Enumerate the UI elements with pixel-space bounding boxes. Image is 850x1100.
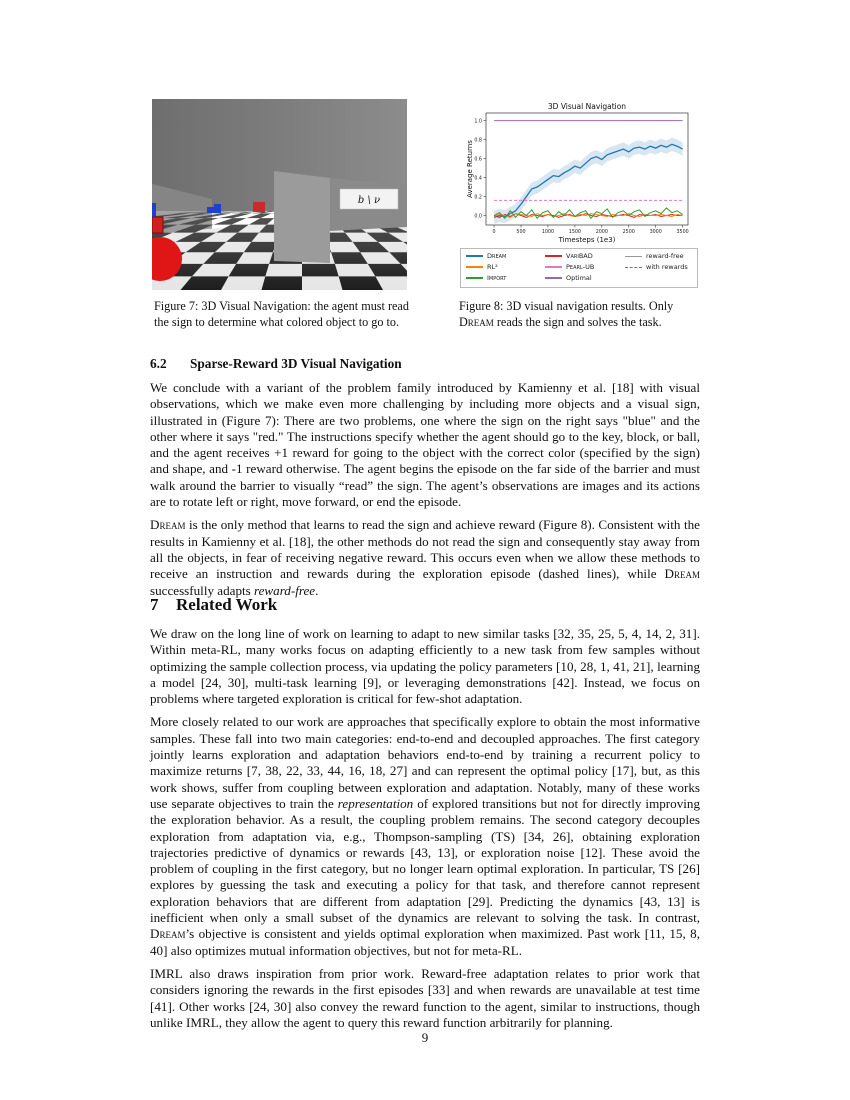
legend-item-reward-free: reward-free bbox=[625, 252, 684, 260]
section-6-2-body bbox=[150, 380, 700, 599]
y-tick-label: 1.0 bbox=[474, 119, 482, 125]
page-number: 9 bbox=[421, 1030, 429, 1045]
legend-swatch-with-rewards bbox=[625, 267, 642, 268]
series-line-import bbox=[494, 208, 683, 218]
x-tick-label: 1000 bbox=[541, 230, 555, 235]
section-6-2-heading: 6.2 Sparse-Reward 3D Visual Navigation bbox=[150, 356, 402, 371]
chart-legend bbox=[460, 248, 698, 288]
legend-item-varibad: VariBAD bbox=[545, 252, 593, 260]
section-7-paragraph-2: More closely related to our work are approaches that specifically explore to obtain the most informative samples. These fall into two main categories: end-to-end and decoupled approaches. The first category jointly learns exploration and adaptation behaviors end-to-end by training a recurrent policy to maximize returns [7, 38, 22, 33, 44, 16, 18, 27] and can represent the optimal policy [17], but, as this work shows, suffer from coupling between exploration and adaptation. Notably, many of these works use separate objectives to train the representation of explored transitions but not for directly improving the exploration behavior. As a result, the coupling problem remains. The second category decouples exploration from adaptation via, e.g., Thompson-sampling (TS) [34, 26], obtaining exploration trajectories predictive of dynamics or rewards [43, 13], or exploration noise [12]. These avoid the problem of coupling in the first category, but no longer learn optimal exploration. In particular, TS [26] explores by guessing the task and executing a policy for that task, and therefore cannot represent exploration behaviors that are different from adaptation [29]. Predicting the dynamics [43, 13] is inefficient when only a small subset of the dynamics are relevant to solving the task. In contrast, Dream’s objective is consistent and yields optimal exploration when maximized. Past work [11, 15, 8, 40] also optimizes mutual information objectives, but not for meta-RL. bbox=[150, 714, 700, 958]
red-key bbox=[152, 217, 163, 233]
section-7-body bbox=[150, 626, 700, 1031]
legend-swatch-reward-free bbox=[625, 256, 642, 257]
y-axis-ticks bbox=[474, 118, 486, 219]
x-tick-label: 500 bbox=[516, 230, 526, 235]
y-tick-label: 0.2 bbox=[474, 195, 482, 201]
y-tick-label: 0.4 bbox=[474, 176, 482, 182]
y-tick-label: 0.0 bbox=[474, 214, 482, 220]
chart-title: 3D Visual Navigation bbox=[547, 102, 627, 111]
figure-8-caption: Figure 8: 3D visual navigation results. Only Dream reads the sign and solves the task. bbox=[459, 299, 674, 329]
legend-item-dream: Dream bbox=[466, 252, 506, 260]
y-axis-label: Average Returns bbox=[466, 140, 474, 198]
barrier-front bbox=[274, 171, 330, 263]
legend-item-with-rewards: with rewards bbox=[625, 263, 688, 271]
section-6-2-paragraph-1: We conclude with a variant of the problem family introduced by Kamienny et al. [18] with visual observations, which we make even more challenging by including more objects and a visual sign, illustrated in (Figure 7): There are two problems, one where the sign on the right says "blue" and the other where it says "red." The instructions specify whether the agent should go to the key, block, or ball, and the agent receives +1 reward for going to the object with the correct color (specified by the sign) and shape, and -1 reward otherwise. The agent begins the episode on the far side of the barrier and must walk around the barrier to visually “read” the sign. The agent’s observations are images and its actions are to rotate left or right, move forward, or end the episode. bbox=[150, 380, 700, 510]
red-block bbox=[253, 202, 265, 212]
y-tick-label: 0.8 bbox=[474, 138, 482, 144]
legend-item-rl2: RL² bbox=[466, 263, 498, 271]
section-7-paragraph-1: We draw on the long line of work on learning to adapt to new similar tasks [32, 35, 25, 5, 4, 14, 2, 31]. Within meta-RL, many works focus on adapting efficiently to a new task from few samples without optimizing the sample collection process, via updating the policy parameters [10, 28, 1, 41, 21], learning a model [24, 30], multi-task learning [9], or leveraging demonstrations [42]. Instead, we focus on problems where targeted exploration is critical for few-shot adaptation. bbox=[150, 626, 700, 707]
legend-swatch-import bbox=[466, 277, 483, 279]
legend-item-pearl: Pearl-UB bbox=[545, 263, 594, 271]
legend-swatch-dream bbox=[466, 255, 483, 257]
legend-swatch-rl2 bbox=[466, 266, 483, 268]
legend-swatch-pearl bbox=[545, 266, 562, 268]
x-tick-label: 3000 bbox=[649, 230, 662, 235]
section-7-paragraph-3: IMRL also draws inspiration from prior work. Reward-free adaptation relates to prior work that considers ignoring the rewards in the first episodes [33] and when rewards are unavailable at test time [41]. Other works [24, 30] also convey the reward function to the agent, similar to instructions, though unlike IMRL, they allow the agent to query this reward function arbitrarily for planning. bbox=[150, 965, 700, 1030]
section-7-heading: 7 Related Work bbox=[150, 595, 278, 614]
x-axis-ticks bbox=[493, 225, 689, 235]
x-tick-label: 1500 bbox=[568, 230, 581, 235]
figure-7-caption: Figure 7: 3D Visual Navigation: the agent must read the sign to determine what colored object to go to. bbox=[154, 299, 409, 329]
x-tick-label: 3500 bbox=[676, 230, 689, 235]
x-tick-label: 2500 bbox=[622, 230, 635, 235]
section-6-2-paragraph-2: Dream is the only method that learns to read the sign and achieve reward (Figure 8). Consistent with the results in Kamienny et al. [18], the other methods do not read the sign and consequently stay away from all the objects, in fear of receiving negative reward. This occurs even when we allow these methods to receive an instruction and rewards during the exploration episode (dashed lines), while Dream successfully adapts reward-free. bbox=[150, 517, 700, 598]
sign-text: b \ ν bbox=[357, 195, 381, 206]
x-axis-label: Timesteps (1e3) bbox=[558, 236, 616, 244]
x-tick-label: 2000 bbox=[595, 230, 608, 235]
legend-swatch-varibad bbox=[545, 255, 562, 257]
x-tick-label: 0 bbox=[492, 230, 496, 235]
figure-7-image bbox=[152, 99, 407, 290]
figure-8-chart bbox=[452, 98, 697, 288]
series-lines bbox=[494, 121, 683, 224]
legend-item-import: Import bbox=[466, 274, 506, 282]
legend-swatch-optimal bbox=[545, 277, 562, 279]
legend-item-optimal: Optimal bbox=[545, 274, 592, 282]
y-tick-label: 0.6 bbox=[474, 157, 482, 163]
